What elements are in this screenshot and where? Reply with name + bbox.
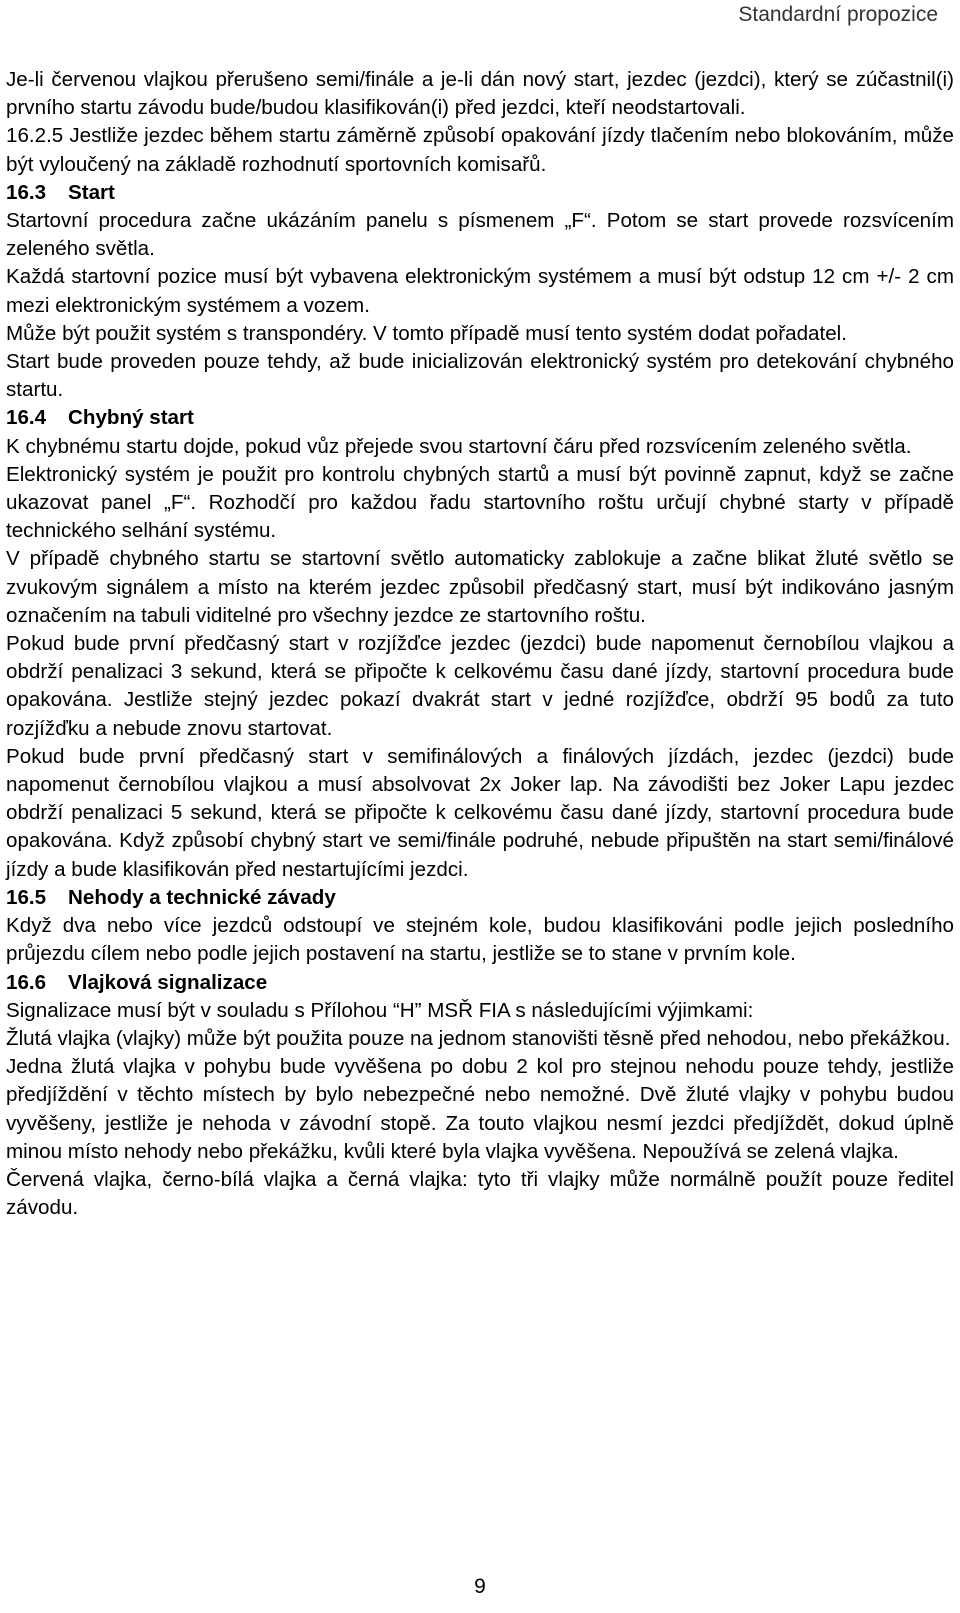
paragraph-retirements: Když dva nebo více jezdců odstoupí ve stejném kole, budou klasifikováni podle jejich posledního průjezdu cílem nebo podle jejich postavení na startu, jestliže se to stane v prvním kole. [6, 914, 954, 966]
paragraph-waved-yellow-flags: Jedna žlutá vlajka v pohybu bude vyvěšena po dobu 2 kol pro stejnou nehodu pouze tehdy, jestliže předjíždění v těchto místech by bylo nebezpečné nebo nemožné. Dvě žluté vlajky v pohybu budou vyvěšeny, jestliže je nehoda v závodní stopě. Za touto vlajkou nesmí jezdci předjíždět, dokud úplně minou místo nehody nebo překážku, kvůli které byla vlajka vyvěšena. Nepoužívá se zelená vlajka. [6, 1055, 954, 1163]
paragraph-false-start-light: V případě chybného startu se startovní světlo automaticky zablokuje a začne blikat žluté světlo se zvukovým signálem a místo na kterém jezdec způsobil předčasný start, musí být indikováno jasným označením na tabuli viditelné pro všechny jezdce ze startovního roštu. [6, 547, 954, 627]
paragraph-red-black-flags: Červená vlajka, černo-bílá vlajka a černá vlajka: tyto tři vlajky může normálně použít pouze ředitel závodu. [6, 1167, 954, 1220]
clause-number: 16.2.5 [6, 124, 64, 148]
paragraph-yellow-flag: Žlutá vlajka (vlajky) může být použita pouze na jednom stanovišti těsně před nehodou, nebo překážkou. [6, 1026, 951, 1050]
section-number: 16.5 [6, 885, 47, 909]
section-title: Chybný start [68, 406, 194, 430]
paragraph-start-procedure: Startovní procedura začne ukázáním panelu s písmenem „F“. Potom se start provede rozsvícením zeleného světla. [6, 209, 954, 261]
paragraph-final-false-start: Pokud bude první předčasný start v semifinálových a finálových jízdách, jezdec (jezdci) bude napomenut černobílou vlajkou a musí absolvovat 2x Joker lap. Na závodišti bez Joker Lapu jezdec obdrží penalizaci 5 sekund, která se připočte k celkovému času dané jízdy, startovní procedura bude opakována. Když způsobí chybný start ve semi/finále podruhé, nebude připuštěn na start semi/finálové jízdy a bude klasifikován před nestartujícími jezdci. [6, 744, 954, 881]
section-heading-16-5 [6, 884, 954, 912]
section-number: 16.3 [6, 180, 47, 204]
section-heading-16-4 [6, 404, 954, 432]
section-heading-16-6 [6, 969, 954, 997]
page-number: 9 [474, 1575, 486, 1598]
section-title: Vlajková signalizace [68, 970, 268, 994]
paragraph-flag-signals: Signalizace musí být v souladu s Přílohou “H” MSŘ FIA s následujícími výjimkami: [6, 998, 754, 1022]
paragraph-red-flag-restart: Je-li červenou vlajkou přerušeno semi/finále a je-li dán nový start, jezdec (jezdci), který se zúčastnil(i) prvního startu závodu bude/budou klasifikován(i) před jezdci, kteří neodstartovali. [6, 68, 954, 120]
paragraph-16-2-5 [6, 122, 954, 178]
paragraph-electronic-system: Elektronický systém je použit pro kontrolu chybných startů a musí být povinně zapnut, když se začne ukazovat panel „F“. Rozhodčí pro každou řadu startovního roštu určují chybné starty v případě technického selhání systému. [6, 462, 954, 543]
paragraph-false-start-definition: K chybnému startu dojde, pokud vůz přejede svou startovní čáru před rozsvícením zeleného světla. [6, 434, 912, 458]
paragraph-transponders: Může být použit systém s transpondéry. V tomto případě musí tento systém dodat pořadatel. [6, 321, 847, 345]
clause-text: Jestliže jezdec během startu záměrně způsobí opakování jízdy tlačením nebo blokováním, může být vyloučený na základě rozhodnutí sportovních komisařů. [6, 124, 954, 176]
page-header: Standardní propozice [738, 3, 938, 26]
paragraph-start-initialization: Start bude proveden pouze tehdy, až bude inicializován elektronický systém pro detekování chybného startu. [6, 350, 954, 402]
section-title: Nehody a technické závady [68, 885, 336, 909]
paragraph-start-position-system: Každá startovní pozice musí být vybavena elektronickým systémem a musí být odstup 12 cm +/- 2 cm mezi elektronickým systémem a vozem. [6, 265, 954, 317]
paragraph-heat-false-start: Pokud bude první předčasný start v rozjížďce jezdec (jezdci) bude napomenut černobílou vlajkou a obdrží penalizaci 3 sekund, která se připočte k celkovému času dané jízdy, startovní procedura bude opakována. Jestliže stejný jezdec pokazí dvakrát start v jedné rozjížďce, obdrží 95 bodů za tuto rozjížďku a nebude znovu startovat. [6, 632, 954, 740]
section-title: Start [68, 180, 115, 204]
section-heading-16-3 [6, 179, 954, 207]
section-number: 16.6 [6, 970, 47, 994]
section-number: 16.4 [6, 406, 47, 430]
document-body [6, 66, 954, 1222]
